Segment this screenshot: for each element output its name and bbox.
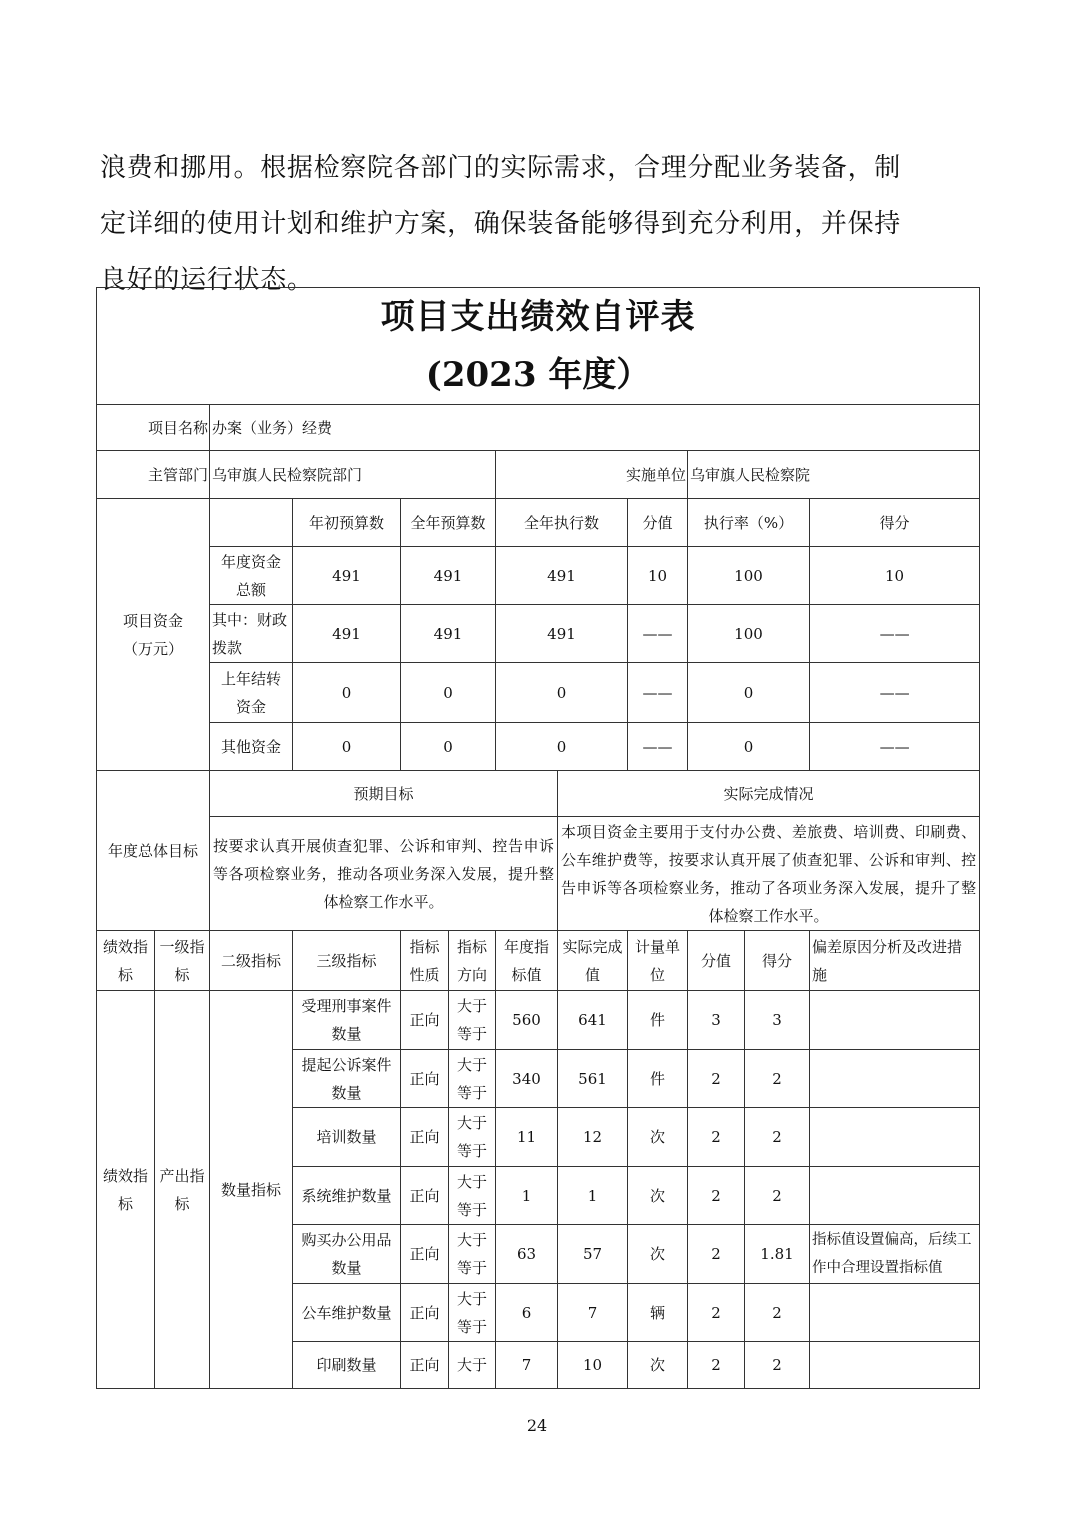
funds-cell: 100 — [688, 605, 810, 663]
dept-label: 主管部门 — [97, 451, 210, 499]
funds-header: 得分 — [810, 499, 980, 547]
ind-score: 2 — [688, 1284, 745, 1342]
funds-cell: 491 — [496, 547, 628, 605]
ind-direction: 大于 等于 — [449, 1167, 496, 1225]
funds-header: 执行率（%） — [688, 499, 810, 547]
ind-header: 计量单 位 — [628, 931, 688, 991]
ind-note — [810, 1342, 980, 1389]
ind-level2: 产出指 标 — [155, 991, 210, 1389]
ind-unit: 次 — [628, 1225, 688, 1284]
paragraph-line: 良好的运行状态。 — [100, 265, 314, 295]
funds-cell: 491 — [293, 547, 401, 605]
funds-cell: 10 — [628, 547, 688, 605]
ind-nature: 正向 — [401, 1108, 449, 1167]
table-title-cell — [97, 288, 980, 405]
ind-got: 3 — [745, 991, 810, 1050]
ind-level1: 绩效指 标 — [97, 991, 155, 1389]
ind-score: 2 — [688, 1108, 745, 1167]
ind-header: 指标 性质 — [401, 931, 449, 991]
ind-actual: 10 — [558, 1342, 628, 1389]
ind-name: 购买办公用品 数量 — [293, 1225, 401, 1284]
ind-got: 2 — [745, 1108, 810, 1167]
ind-header: 得分 — [745, 931, 810, 991]
funds-cell: 0 — [688, 663, 810, 723]
ind-direction: 大于 等于 — [449, 1284, 496, 1342]
annual-goal-label: 年度总体目标 — [97, 771, 210, 931]
ind-target: 63 — [496, 1225, 558, 1284]
ind-got: 2 — [745, 1050, 810, 1108]
funds-cell: 0 — [496, 723, 628, 771]
funds-row-label: 年度资金 总额 — [210, 547, 293, 605]
impl-value: 乌审旗人民检察院 — [688, 451, 980, 499]
ind-nature: 正向 — [401, 1342, 449, 1389]
funds-cell: —— — [810, 605, 980, 663]
funds-cell: 491 — [401, 547, 496, 605]
self-evaluation-table — [96, 287, 980, 1389]
ind-actual: 7 — [558, 1284, 628, 1342]
ind-actual: 641 — [558, 991, 628, 1050]
funds-cell: —— — [628, 723, 688, 771]
ind-unit: 辆 — [628, 1284, 688, 1342]
table-year: (2023 年度） — [425, 355, 651, 395]
ind-score: 2 — [688, 1342, 745, 1389]
ind-got: 2 — [745, 1167, 810, 1225]
ind-note — [810, 1167, 980, 1225]
funds-header: 全年预算数 — [401, 499, 496, 547]
funds-header: 全年执行数 — [496, 499, 628, 547]
project-name-value: 办案（业务）经费 — [210, 405, 980, 451]
funds-cell: 10 — [810, 547, 980, 605]
project-name-label: 项目名称 — [97, 405, 210, 451]
ind-target: 560 — [496, 991, 558, 1050]
ind-header: 实际完成 值 — [558, 931, 628, 991]
ind-score: 2 — [688, 1050, 745, 1108]
ind-actual: 561 — [558, 1050, 628, 1108]
ind-target: 6 — [496, 1284, 558, 1342]
ind-nature: 正向 — [401, 1284, 449, 1342]
intro-paragraph — [100, 140, 980, 308]
ind-target: 340 — [496, 1050, 558, 1108]
ind-unit: 件 — [628, 991, 688, 1050]
funds-cell: 0 — [401, 663, 496, 723]
ind-name: 培训数量 — [293, 1108, 401, 1167]
funds-cell: 0 — [293, 663, 401, 723]
paragraph-line: 定详细的使用计划和维护方案，确保装备能够得到充分利用，并保持 — [100, 209, 902, 239]
ind-nature: 正向 — [401, 1050, 449, 1108]
funds-cell: —— — [628, 663, 688, 723]
ind-name: 公车维护数量 — [293, 1284, 401, 1342]
ind-name: 系统维护数量 — [293, 1167, 401, 1225]
ind-unit: 次 — [628, 1342, 688, 1389]
impl-label: 实施单位 — [496, 451, 688, 499]
ind-name: 提起公诉案件 数量 — [293, 1050, 401, 1108]
funds-cell: —— — [628, 605, 688, 663]
funds-cell: 491 — [496, 605, 628, 663]
ind-nature: 正向 — [401, 991, 449, 1050]
ind-note: 指标值设置偏高，后续工作中合理设置指标值 — [810, 1225, 980, 1284]
ind-header: 指标 方向 — [449, 931, 496, 991]
ind-got: 2 — [745, 1284, 810, 1342]
ind-actual: 57 — [558, 1225, 628, 1284]
ind-note — [810, 991, 980, 1050]
funds-cell: 0 — [688, 723, 810, 771]
ind-header: 偏差原因分析及改进措 施 — [810, 931, 980, 991]
paragraph-line: 浪费和挪用。根据检察院各部门的实际需求，合理分配业务装备，制 — [100, 153, 902, 183]
ind-direction: 大于 等于 — [449, 991, 496, 1050]
ind-header: 二级指标 — [210, 931, 293, 991]
funds-label: 项目资金 （万元） — [97, 499, 210, 771]
funds-cell: —— — [810, 663, 980, 723]
ind-name: 受理刑事案件 数量 — [293, 991, 401, 1050]
ind-nature: 正向 — [401, 1225, 449, 1284]
ind-note — [810, 1108, 980, 1167]
ind-header: 年度指 标值 — [496, 931, 558, 991]
ind-unit: 件 — [628, 1050, 688, 1108]
ind-note — [810, 1284, 980, 1342]
ind-header: 分值 — [688, 931, 745, 991]
ind-target: 7 — [496, 1342, 558, 1389]
ind-actual: 1 — [558, 1167, 628, 1225]
actual-completion-text: 本项目资金主要用于支付办公费、差旅费、培训费、印刷费、公车维护费等，按要求认真开展了侦查犯罪、公诉和审判、控告申诉等各项检察业务，推动了各项业务深入发展，提升了整体检察工作水平。 — [558, 817, 980, 931]
ind-nature: 正向 — [401, 1167, 449, 1225]
funds-header-blank — [210, 499, 293, 547]
funds-row-label: 上年结转 资金 — [210, 663, 293, 723]
table-title: 项目支出绩效自评表 — [380, 297, 696, 337]
ind-direction: 大于 等于 — [449, 1108, 496, 1167]
ind-score: 2 — [688, 1225, 745, 1284]
funds-cell: 0 — [496, 663, 628, 723]
expected-goal-text: 按要求认真开展侦查犯罪、公诉和审判、控告申诉等各项检察业务，推动各项业务深入发展，提升整体检察工作水平。 — [210, 817, 558, 931]
ind-unit: 次 — [628, 1167, 688, 1225]
funds-cell: 0 — [293, 723, 401, 771]
page-number: 24 — [526, 1416, 548, 1435]
ind-unit: 次 — [628, 1108, 688, 1167]
ind-score: 3 — [688, 991, 745, 1050]
funds-header: 年初预算数 — [293, 499, 401, 547]
ind-score: 2 — [688, 1167, 745, 1225]
ind-target: 11 — [496, 1108, 558, 1167]
actual-completion-header: 实际完成情况 — [558, 771, 980, 817]
ind-header: 绩效指 标 — [97, 931, 155, 991]
funds-row-label: 其中：财政 拨款 — [210, 605, 293, 663]
ind-note — [810, 1050, 980, 1108]
ind-got: 2 — [745, 1342, 810, 1389]
funds-header: 分值 — [628, 499, 688, 547]
ind-name: 印刷数量 — [293, 1342, 401, 1389]
ind-got: 1.81 — [745, 1225, 810, 1284]
funds-cell: 491 — [293, 605, 401, 663]
ind-direction: 大于 — [449, 1342, 496, 1389]
ind-header: 一级指 标 — [155, 931, 210, 991]
funds-row-label: 其他资金 — [210, 723, 293, 771]
funds-cell: 100 — [688, 547, 810, 605]
funds-cell: 491 — [401, 605, 496, 663]
ind-actual: 12 — [558, 1108, 628, 1167]
ind-direction: 大于 等于 — [449, 1225, 496, 1284]
ind-header: 三级指标 — [293, 931, 401, 991]
funds-cell: —— — [810, 723, 980, 771]
dept-value: 乌审旗人民检察院部门 — [210, 451, 496, 499]
ind-direction: 大于 等于 — [449, 1050, 496, 1108]
funds-cell: 0 — [401, 723, 496, 771]
expected-goal-header: 预期目标 — [210, 771, 558, 817]
ind-target: 1 — [496, 1167, 558, 1225]
ind-level3: 数量指标 — [210, 991, 293, 1389]
